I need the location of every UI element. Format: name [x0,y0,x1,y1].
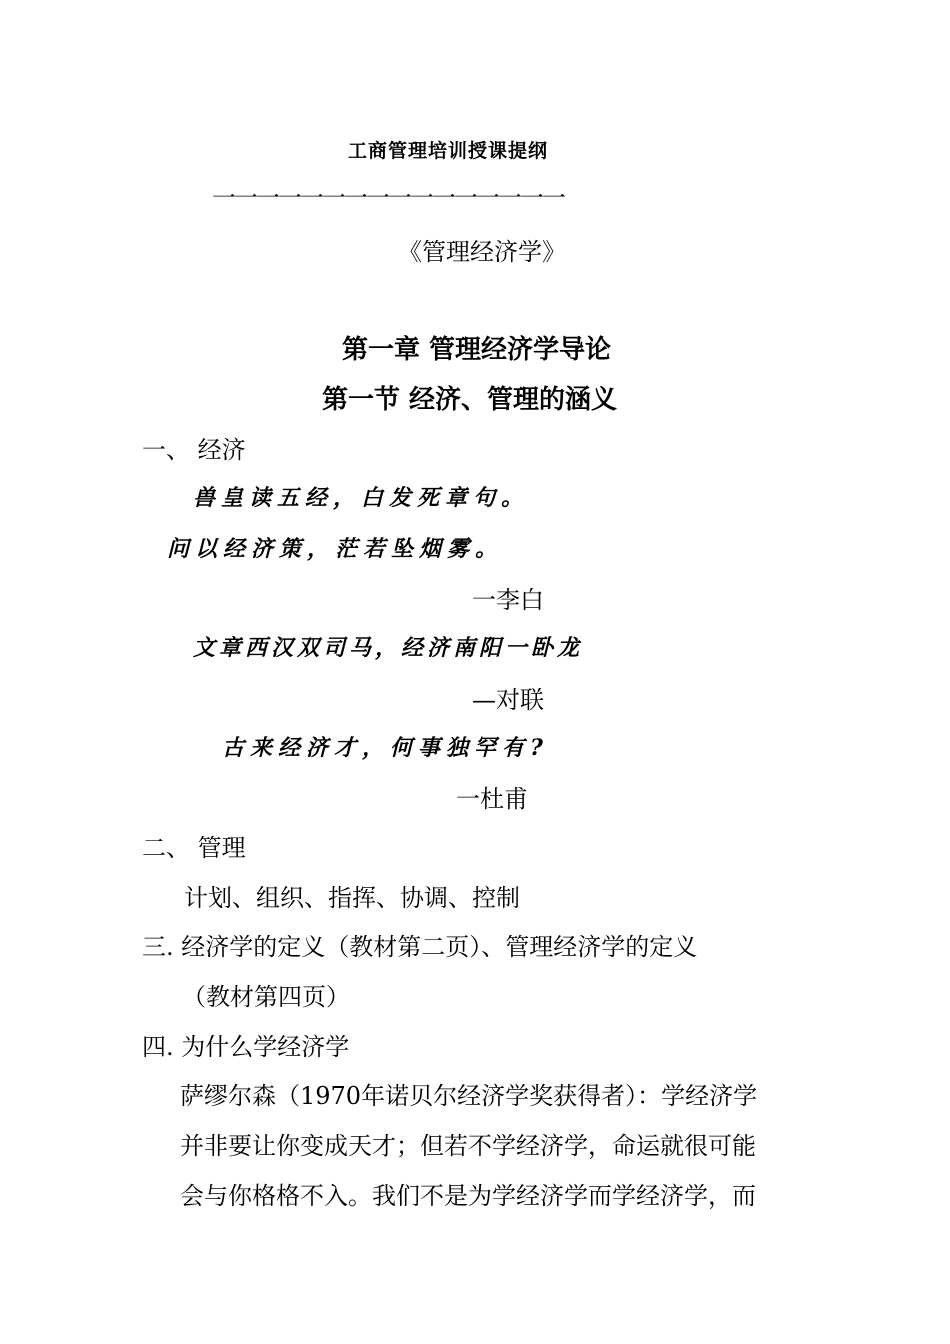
document-title: 工商管理培训授课提纲 [348,140,549,162]
heading-management: 二、 管理 [142,834,246,862]
course-title: 《管理经济学》 [398,238,566,266]
poem-line: 兽皇读五经，白发死章句。 [193,485,530,511]
paragraph-line: 会与你格格不入。我们不是为学经济学而学经济学，而 [180,1182,756,1210]
paragraph-line: 并非要让你变成天才；但若不学经济学，命运就很可能 [180,1132,756,1160]
poem-attribution: —对联 [472,686,544,714]
paragraph-line: 萨缪尔森（1970年诺贝尔经济学奖获得者）：学经济学 [180,1082,758,1110]
heading-economy: 一、 经济 [142,436,246,464]
poem-attribution: 一杜甫 [456,785,528,813]
poem-attribution: 一李白 [472,586,544,614]
section-title: 第一节 经济、管理的涵义 [322,385,618,415]
poem-line: 问以经济策，茫若坠烟雾。 [167,536,504,562]
poem-line: 文章西汉双司马，经济南阳一卧龙 [193,635,584,661]
heading-why-economics: 四. 为什么学经济学 [142,1033,350,1061]
dash-divider: 一一一一一一一一一一一一一一一一 [212,184,564,212]
definitions-line: （教材第四页） [182,983,350,1011]
definitions-line: 三. 经济学的定义（教材第二页）、管理经济学的定义 [142,933,698,961]
chapter-title: 第一章 管理经济学导论 [342,335,612,365]
poem-line: 古来经济才，何事独罕有? [222,735,549,761]
management-functions: 计划、组织、指挥、协调、控制 [184,884,520,912]
